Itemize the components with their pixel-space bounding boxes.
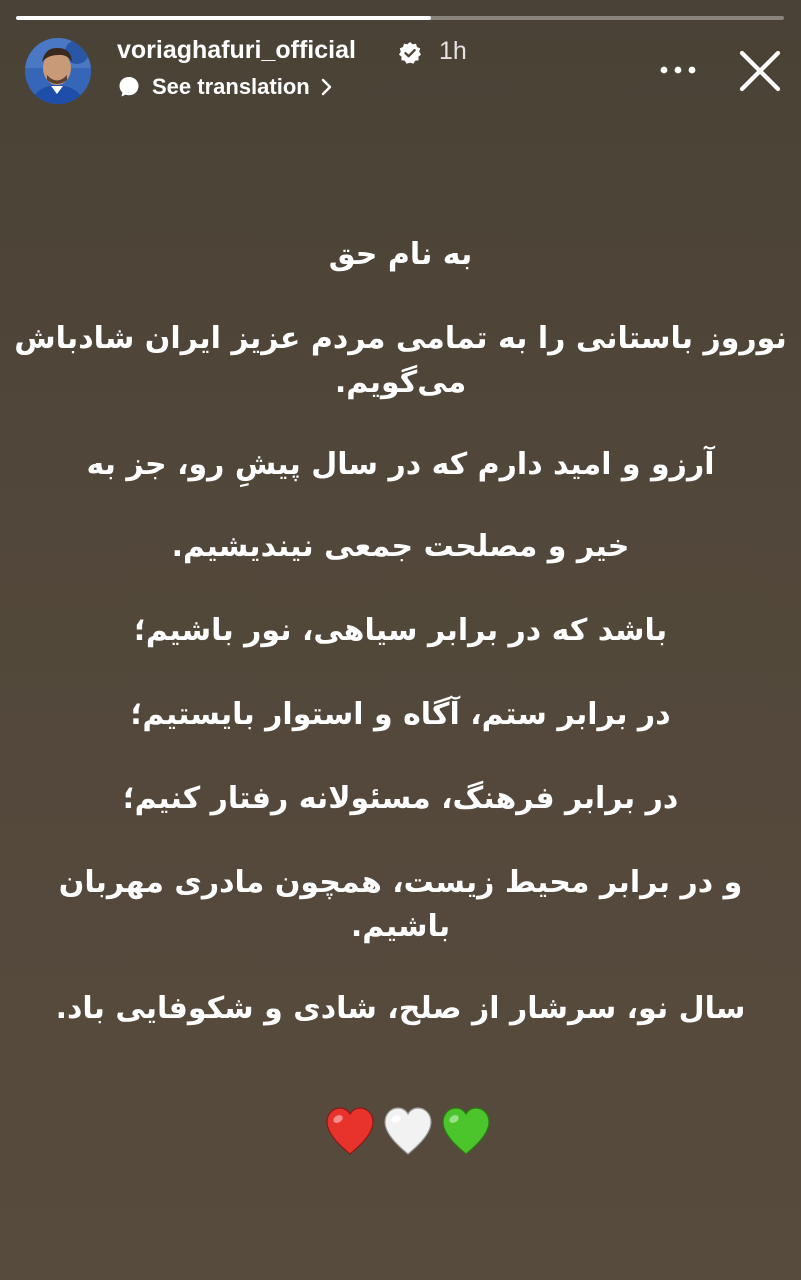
avatar[interactable] xyxy=(25,38,91,104)
story-text-line: به نام حق xyxy=(328,237,473,272)
username[interactable]: voriaghafuri_official xyxy=(117,36,356,64)
verified-badge-icon xyxy=(398,41,422,65)
story-text-line: و در برابر محیط زیست، همچون مادری مهربان xyxy=(58,865,743,900)
story-timestamp: 1h xyxy=(439,37,467,65)
story-text-line: در برابر فرهنگ، مسئولانه رفتار کنیم؛ xyxy=(122,781,679,816)
story-text-line: آرزو و امید دارم که در سال پیشِ رو، جز به xyxy=(86,447,715,482)
story-text-line: در برابر ستم، آگاه و استوار بایستیم؛ xyxy=(130,697,671,732)
story-text-line: نوروز باستانی را به تمامی مردم عزیز ایران شادباش xyxy=(14,321,787,356)
close-icon[interactable] xyxy=(736,47,784,95)
story-text-line: سال نو، سرشار از صلح، شادی و شکوفایی باد. xyxy=(55,991,746,1026)
story-progress-fill xyxy=(16,16,431,20)
more-options-icon[interactable] xyxy=(656,56,700,84)
white-heart-icon xyxy=(380,1104,436,1160)
see-translation-link[interactable] xyxy=(117,72,334,102)
story-text-line: باشد که در برابر سیاهی، نور باشیم؛ xyxy=(133,613,668,648)
red-heart-icon xyxy=(322,1104,378,1160)
story-text-line: می‌گویم. xyxy=(334,365,467,400)
hearts-row xyxy=(322,1104,494,1164)
story-progress-bar xyxy=(16,16,784,20)
green-heart-icon xyxy=(438,1104,494,1160)
story-text-line: باشیم. xyxy=(350,909,451,944)
speech-bubble-icon xyxy=(117,75,141,99)
chevron-right-icon xyxy=(320,78,334,96)
see-translation-label: See translation xyxy=(152,74,310,99)
story-text-line: خیر و مصلحت جمعی نیندیشیم. xyxy=(171,529,630,564)
